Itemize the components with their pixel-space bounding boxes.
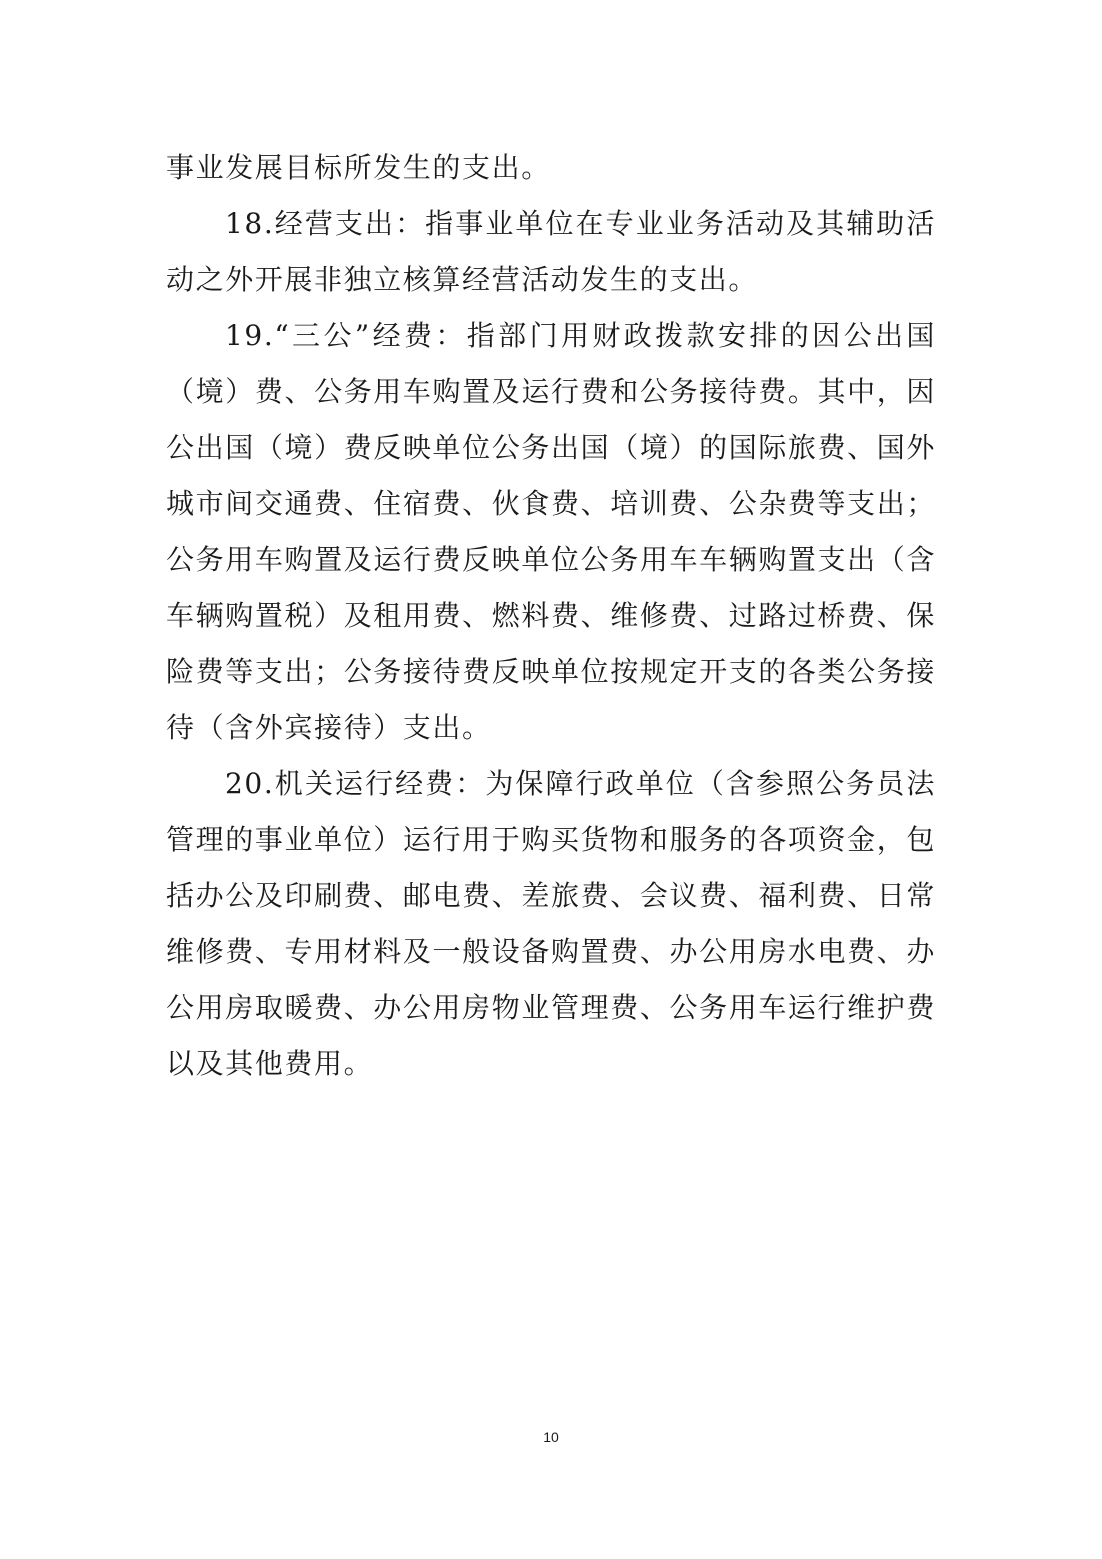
page-body bbox=[166, 140, 936, 1092]
paragraph-continuation: 事业发展目标所发生的支出。 bbox=[166, 151, 551, 184]
paragraph-agency-operating-funds: 20.机关运行经费：为保障行政单位（含参照公务员法管理的事业单位）运行用于购买货物和服务的各项资金，包括办公及印刷费、邮电费、差旅费、会议费、福利费、日常维修费、专用材料及一般设备购置费、办公用房水电费、办公用房取暖费、办公用房物业管理费、公务用车运行维护费以及其他费用。 bbox=[166, 767, 936, 1080]
page-number: 10 bbox=[543, 1429, 559, 1445]
paragraph-operating-expenses: 18.经营支出：指事业单位在专业业务活动及其辅助活动之外开展非独立核算经营活动发生的支出。 bbox=[166, 207, 936, 296]
paragraph-three-public-expenses: 19.“三公”经费：指部门用财政拨款安排的因公出国（境）费、公务用车购置及运行费和公务接待费。其中，因公出国（境）费反映单位公务出国（境）的国际旅费、国外城市间交通费、住宿费、伙食费、培训费、公杂费等支出；公务用车购置及运行费反映单位公务用车车辆购置支出（含车辆购置税）及租用费、燃料费、维修费、过路过桥费、保险费等支出；公务接待费反映单位按规定开支的各类公务接待（含外宾接待）支出。 bbox=[166, 319, 936, 744]
